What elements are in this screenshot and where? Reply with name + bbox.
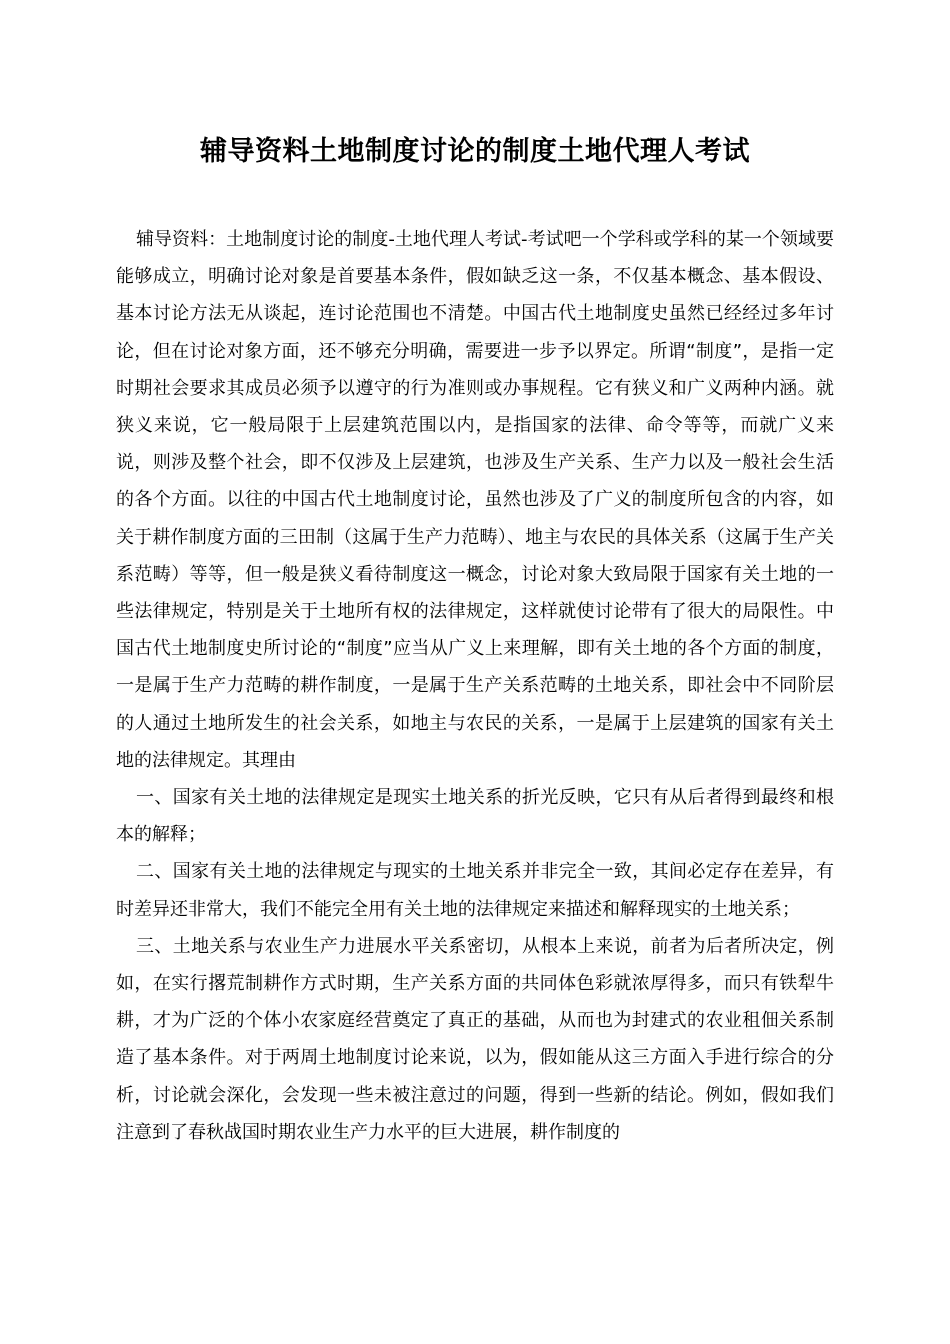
document-body [116, 221, 834, 1151]
document-title: 辅导资料土地制度讨论的制度土地代理人考试 [200, 136, 750, 167]
paragraph-point-one: 一、国家有关土地的法律规定是现实土地关系的折光反映，它只有从后者得到最终和根本的解释； [116, 787, 834, 846]
paragraph-intro: 辅导资料：土地制度讨论的制度-土地代理人考试-考试吧一个学科或学科的某一个领域要能够成立，明确讨论对象是首要基本条件，假如缺乏这一条，不仅基本概念、基本假设、基本讨论方法无从谈起，连讨论范围也不清楚。中国古代土地制度史虽然已经经过多年讨论，但在讨论对象方面，还不够充分明确，需要进一步予以界定。所谓“制度”，是指一定时期社会要求其成员必须予以遵守的行为准则或办事规程。它有狭义和广义两种内涵。就狭义来说，它一般局限于上层建筑范围以内，是指国家的法律、命令等等，而就广义来说，则涉及整个社会，即不仅涉及上层建筑，也涉及生产关系、生产力以及一般社会生活的各个方面。以往的中国古代土地制度讨论，虽然也涉及了广义的制度所包含的内容，如关于耕作制度方面的三田制（这属于生产力范畴）、地主与农民的具体关系（这属于生产关系范畴）等等，但一般是狭义看待制度这一概念，讨论对象大致局限于国家有关土地的一些法律规定，特别是关于土地所有权的法律规定，这样就使讨论带有了很大的局限性。中国古代土地制度史所讨论的“制度”应当从广义上来理解，即有关土地的各个方面的制度，一是属于生产力范畴的耕作制度，一是属于生产关系范畴的土地关系，即社会中不同阶层的人通过土地所发生的社会关系，如地主与农民的关系，一是属于上层建筑的国家有关土地的法律规定。其理由 [116, 229, 834, 771]
paragraph-point-three: 三、土地关系与农业生产力进展水平关系密切，从根本上来说，前者为后者所决定，例如，在实行撂荒制耕作方式时期，生产关系方面的共同体色彩就浓厚得多，而只有铁犁牛耕，才为广泛的个体小农家庭经营奠定了真正的基础，从而也为封建式的农业租佃关系制造了基本条件。对于两周土地制度讨论来说，以为，假如能从这三方面入手进行综合的分析，讨论就会深化，会发现一些未被注意过的问题，得到一些新的结论。例如，假如我们注意到了春秋战国时期农业生产力水平的巨大进展，耕作制度的 [116, 935, 834, 1143]
paragraph-point-two: 二、国家有关土地的法律规定与现实的土地关系并非完全一致，其间必定存在差异，有时差异还非常大，我们不能完全用有关土地的法律规定来描述和解释现实的土地关系； [116, 861, 834, 920]
